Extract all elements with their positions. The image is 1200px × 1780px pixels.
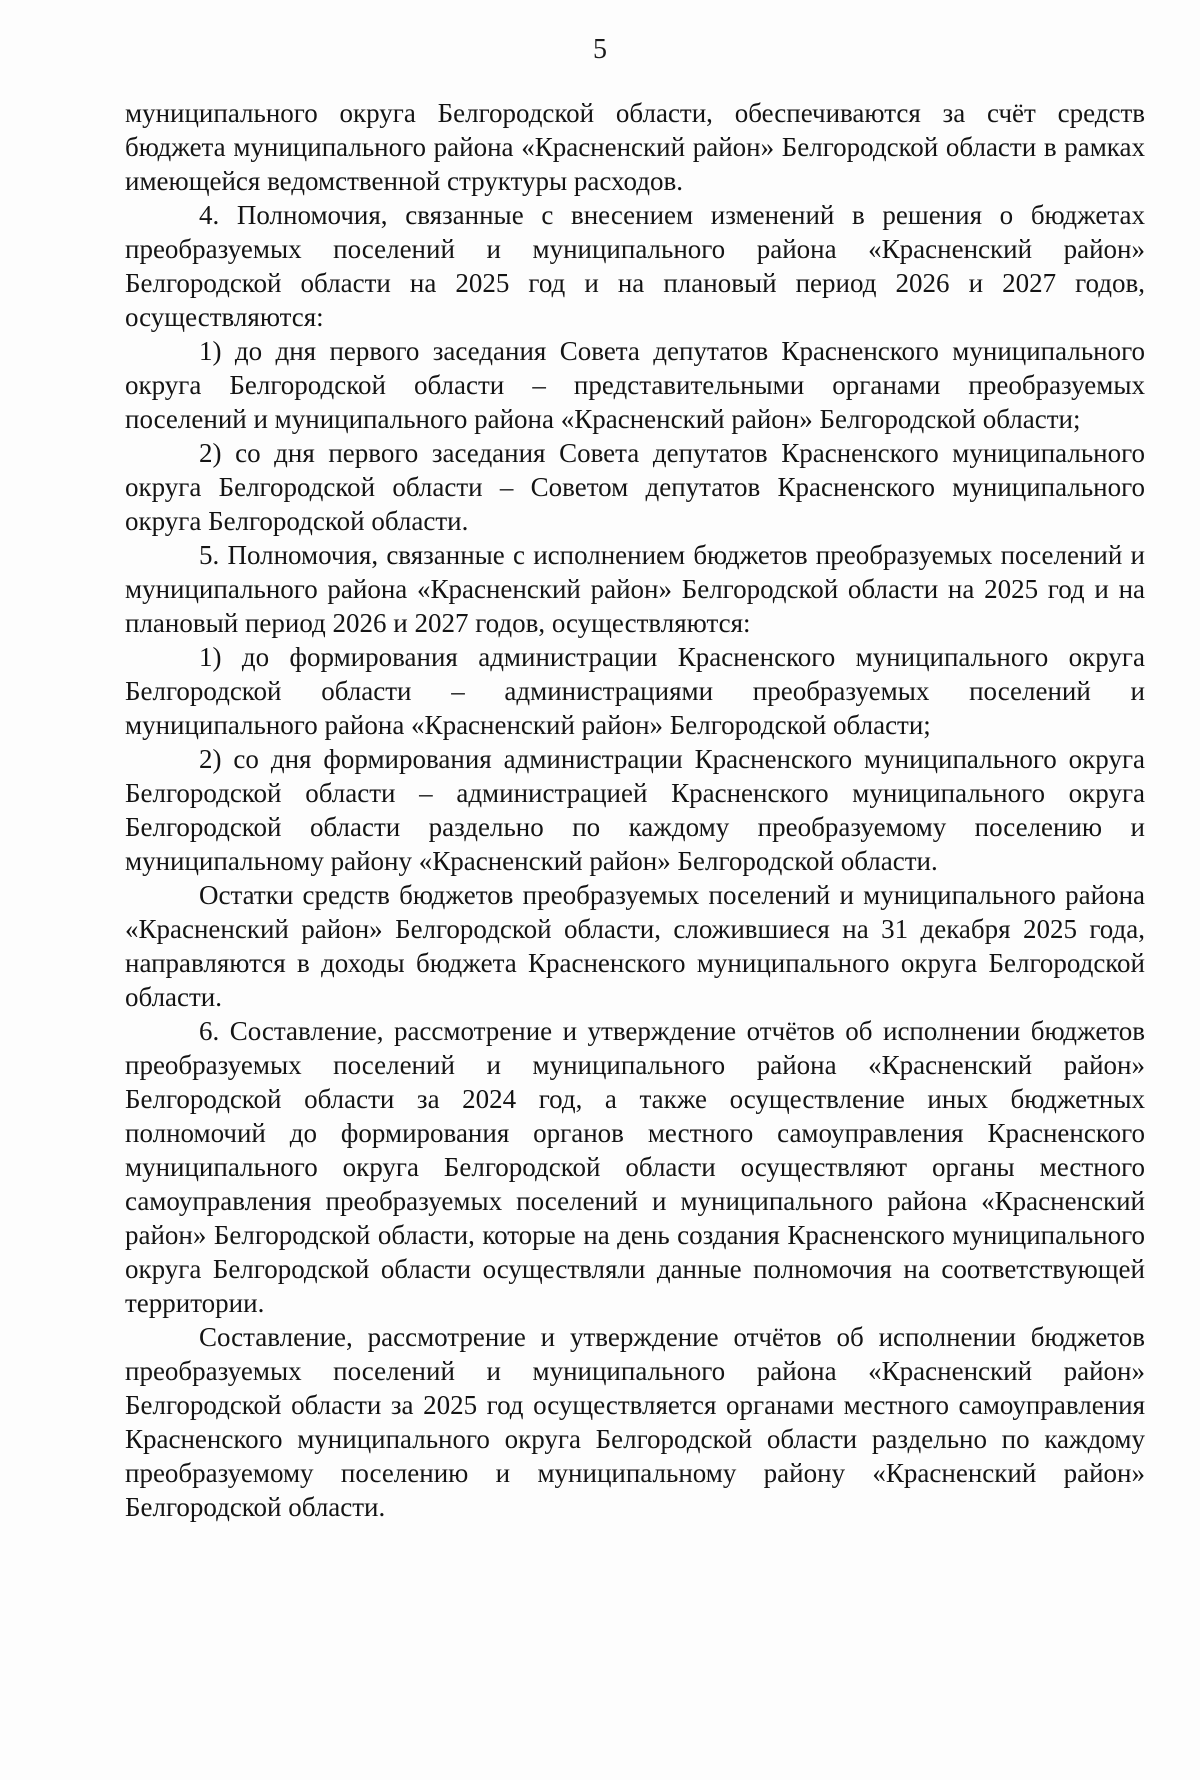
paragraph-item-4-2: 2) со дня первого заседания Совета депутатов Красненского муниципального округа Белгородской области – Советом депутатов Красненского муниципального округа Белгородской области. [125, 438, 1145, 536]
paragraph-item-4-1: 1) до дня первого заседания Совета депутатов Красненского муниципального округа Белгородской области – представительными органами преобразуемых поселений и муниципального района «Красненский район» Белгородской области; [125, 336, 1145, 434]
paragraph-reports-2025: Составление, рассмотрение и утверждение отчётов об исполнении бюджетов преобразуемых поселений и муниципального района «Красненский район» Белгородской области за 2025 год осуществляется органами местного самоуправления Красненского муниципального округа Белгородской области раздельно по каждому преобразуемому поселению и муниципальному району «Красненский район» Белгородской области. [125, 1322, 1145, 1522]
paragraph-item-5: 5. Полномочия, связанные с исполнением бюджетов преобразуемых поселений и муниципального района «Красненский район» Белгородской области на 2025 год и на плановый период 2026 и 2027 годов, осуществляются: [125, 540, 1145, 638]
paragraph-item-5-2: 2) со дня формирования администрации Красненского муниципального округа Белгородской области – администрацией Красненского муниципального округа Белгородской области раздельно по каждому преобразуемому поселению и муниципальному району «Красненский район» Белгородской области. [125, 744, 1145, 876]
page-number: 5 [593, 34, 607, 65]
paragraph-balances: Остатки средств бюджетов преобразуемых поселений и муниципального района «Красненский район» Белгородской области, сложившиеся на 31 декабря 2025 года, направляются в доходы бюджета Красненского муниципального округа Белгородской области. [125, 880, 1145, 1012]
paragraph-item-6: 6. Составление, рассмотрение и утверждение отчётов об исполнении бюджетов преобразуемых поселений и муниципального района «Красненский район» Белгородской области за 2024 год, а также осуществление иных бюджетных полномочий до формирования органов местного самоуправления Красненского муниципального округа Белгородской области осуществляют органы местного самоуправления преобразуемых поселений и муниципального района «Красненский район» Белгородской области, которые на день создания Красненского муниципального округа Белгородской области осуществляли данные полномочия на соответствующей территории. [125, 1016, 1145, 1318]
paragraph-continuation: муниципального округа Белгородской области, обеспечиваются за счёт средств бюджета муниципального района «Красненский район» Белгородской области в рамках имеющейся ведомственной структуры расходов. [125, 98, 1145, 196]
paragraph-item-5-1: 1) до формирования администрации Красненского муниципального округа Белгородской области – администрациями преобразуемых поселений и муниципального района «Красненский район» Белгородской области; [125, 642, 1145, 740]
paragraph-item-4: 4. Полномочия, связанные с внесением изменений в решения о бюджетах преобразуемых поселений и муниципального района «Красненский район» Белгородской области на 2025 год и на плановый период 2026 и 2027 годов, осуществляются: [125, 200, 1145, 332]
document-body [125, 96, 1145, 1524]
